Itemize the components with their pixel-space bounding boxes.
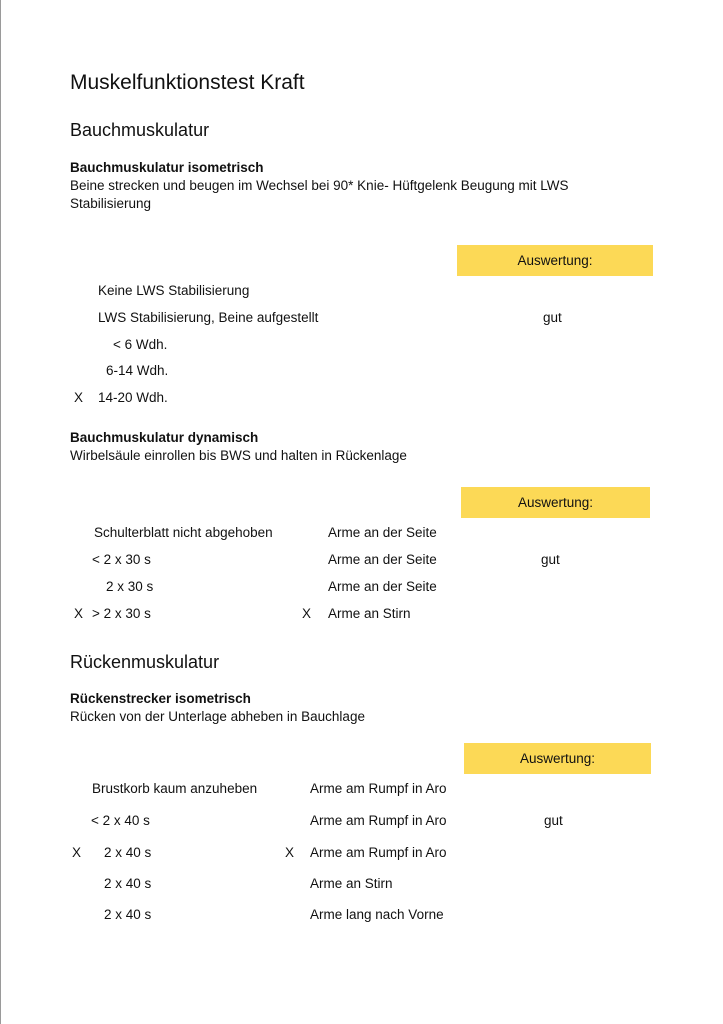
evaluation-label: Auswertung: xyxy=(517,495,594,510)
option-text-arms: Arme am Rumpf in Aro xyxy=(310,813,447,828)
evaluation-value: gut xyxy=(544,813,563,828)
option-text-arms: Arme an Stirn xyxy=(328,606,411,621)
option-text: < 2 x 40 s xyxy=(91,813,150,828)
selection-mark: X xyxy=(72,845,82,860)
option-text: 2 x 40 s xyxy=(104,907,152,922)
selection-mark: X xyxy=(302,606,312,621)
test-title: Rückenstrecker isometrisch xyxy=(70,691,251,706)
option-text: 6-14 Wdh. xyxy=(106,363,169,378)
option-text-arms: Arme an der Seite xyxy=(328,579,437,594)
test-description: Wirbelsäule einrollen bis BWS und halten in Rückenlage xyxy=(70,448,407,463)
option-text-arms: Arme am Rumpf in Aro xyxy=(310,845,447,860)
option-text-arms: Arme an der Seite xyxy=(328,525,437,540)
option-text: Schulterblatt nicht abgehoben xyxy=(94,525,273,540)
page-title: Muskelfunktionstest Kraft xyxy=(70,71,305,94)
option-text: Keine LWS Stabilisierung xyxy=(98,283,250,298)
test-title: Bauchmuskulatur isometrisch xyxy=(70,160,264,175)
option-text: 2 x 30 s xyxy=(106,579,154,594)
option-text-arms: Arme an Stirn xyxy=(310,876,393,891)
option-text: < 6 Wdh. xyxy=(113,337,168,352)
test-title: Bauchmuskulatur dynamisch xyxy=(70,430,259,445)
evaluation-value: gut xyxy=(543,310,562,325)
evaluation-label: Auswertung: xyxy=(519,751,596,766)
option-text: 2 x 40 s xyxy=(104,845,152,860)
option-text-arms: Arme an der Seite xyxy=(328,552,437,567)
selection-mark: X xyxy=(285,845,295,860)
section-heading-rueckenmuskulatur: Rückenmuskulatur xyxy=(70,652,220,672)
evaluation-header xyxy=(457,245,653,276)
test-description: Rücken von der Unterlage abheben in Bauchlage xyxy=(70,709,365,724)
option-text-arms: Arme lang nach Vorne xyxy=(310,907,444,922)
option-text: > 2 x 30 s xyxy=(92,606,151,621)
evaluation-header xyxy=(461,487,650,518)
selection-mark: X xyxy=(74,390,84,405)
evaluation-label: Auswertung: xyxy=(517,253,593,268)
evaluation-value: gut xyxy=(541,552,560,567)
option-text: Brustkorb kaum anzuheben xyxy=(92,781,258,796)
option-text: 14-20 Wdh. xyxy=(98,390,168,405)
page-edge xyxy=(0,0,1,1024)
option-text: 2 x 40 s xyxy=(104,876,152,891)
test-description: Beine strecken und beugen im Wechsel bei 90* Knie- Hüftgelenk Beugung mit LWS Stabilisierung xyxy=(70,178,569,211)
section-heading-bauchmuskulatur: Bauchmuskulatur xyxy=(70,120,210,140)
evaluation-header xyxy=(464,743,651,774)
option-text-arms: Arme am Rumpf in Aro xyxy=(310,781,447,796)
option-text: < 2 x 30 s xyxy=(92,552,151,567)
option-text: LWS Stabilisierung, Beine aufgestellt xyxy=(98,310,319,325)
selection-mark: X xyxy=(74,606,84,621)
